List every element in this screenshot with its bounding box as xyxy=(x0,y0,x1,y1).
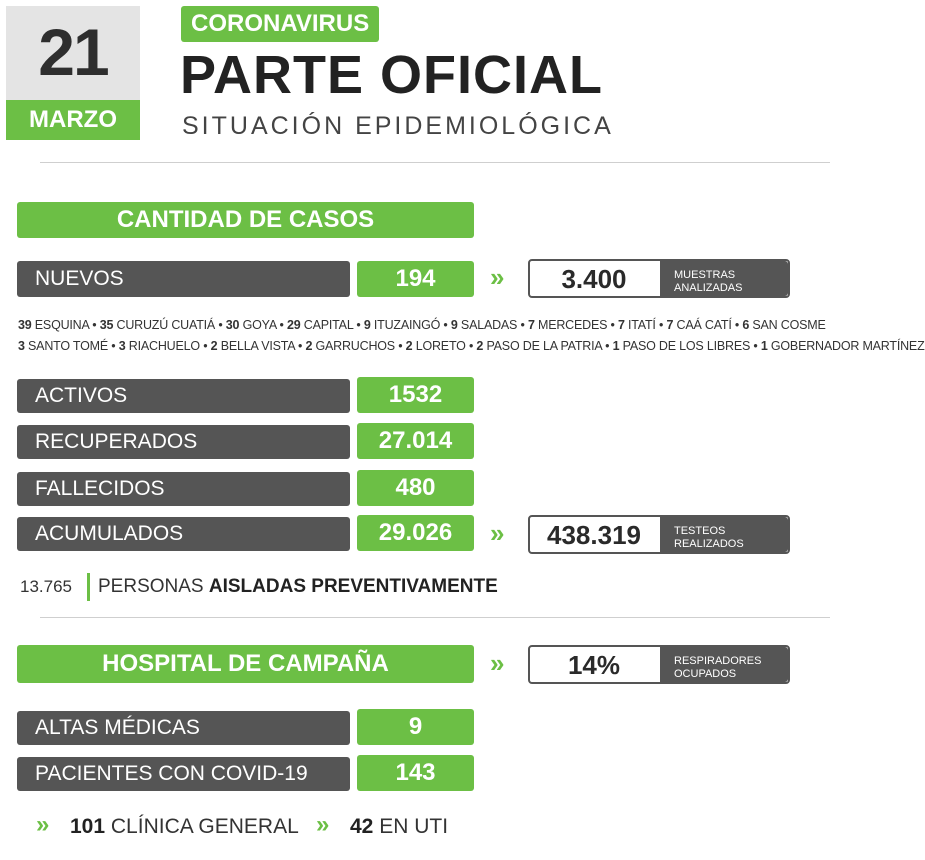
city-entry xyxy=(119,339,200,353)
city-entry xyxy=(451,318,517,332)
city-count: 2 xyxy=(405,339,413,353)
date-day: 21 xyxy=(38,15,108,89)
acumulados-label: ACUMULADOS xyxy=(17,517,350,551)
coronavirus-tag: CORONAVIRUS xyxy=(181,6,379,42)
section-heading-casos: CANTIDAD DE CASOS xyxy=(17,202,474,238)
city-separator: • xyxy=(655,318,667,332)
city-count: 2 xyxy=(210,339,218,353)
city-entry xyxy=(18,318,89,332)
testeos-caption xyxy=(660,517,788,552)
fallecidos-label: FALLECIDOS xyxy=(17,472,350,506)
city-count: 39 xyxy=(18,318,32,332)
city-separator: • xyxy=(517,318,528,332)
aisladas-text xyxy=(98,576,498,598)
city-entry xyxy=(476,339,601,353)
testeos-caption-line1: TESTEOS xyxy=(674,525,726,537)
nuevos-value: 194 xyxy=(357,261,474,297)
clinica-general xyxy=(70,815,299,839)
city-entry xyxy=(742,318,825,332)
city-entry xyxy=(18,339,108,353)
recuperados-label: RECUPERADOS xyxy=(17,425,350,459)
city-entry xyxy=(226,318,277,332)
respiradores-caption xyxy=(660,647,788,682)
aisladas-text-2: AISLADAS PREVENTIVAMENTE xyxy=(208,576,498,597)
section-heading-hospital: HOSPITAL DE CAMPAÑA xyxy=(17,645,474,683)
respiradores-caption-line1: RESPIRADORES xyxy=(674,655,762,667)
city-separator: • xyxy=(465,339,477,353)
city-entry xyxy=(406,339,466,353)
city-name: GOBERNADOR MARTÍNEZ xyxy=(767,339,925,353)
city-name: MERCEDES xyxy=(534,318,608,332)
city-count: 6 xyxy=(742,318,750,332)
city-separator: • xyxy=(88,318,100,332)
city-name: RIACHUELO xyxy=(125,339,200,353)
testeos-value: 438.319 xyxy=(547,520,641,550)
city-separator: • xyxy=(731,318,743,332)
clinica-number: 101 xyxy=(70,815,106,838)
city-count: 30 xyxy=(225,318,240,332)
uti-number: 42 xyxy=(350,815,374,838)
city-entry xyxy=(100,318,215,332)
en-uti xyxy=(350,815,448,839)
city-separator: • xyxy=(199,339,211,353)
city-name: SAN COSME xyxy=(749,318,826,332)
aisladas-text-1: PERSONAS xyxy=(98,576,204,597)
aisladas-number: 13.765 xyxy=(20,577,72,596)
respiradores-value: 14% xyxy=(567,650,621,680)
city-entry xyxy=(666,318,731,332)
nuevos-label: NUEVOS xyxy=(17,261,350,297)
fallecidos-value: 480 xyxy=(357,470,474,506)
testeos-caption-line2: REALIZADOS xyxy=(674,538,744,550)
city-count: 3 xyxy=(18,339,25,353)
divider xyxy=(40,162,830,163)
city-separator: • xyxy=(440,318,451,332)
recuperados-value: 27.014 xyxy=(357,423,474,459)
city-separator: • xyxy=(276,318,288,332)
city-name: CAPITAL xyxy=(300,318,354,332)
double-chevron-right-icon: » xyxy=(490,518,505,548)
city-count: 3 xyxy=(118,339,126,353)
city-name: ITATÍ xyxy=(624,318,656,332)
activos-label: ACTIVOS xyxy=(17,379,350,413)
city-entry xyxy=(618,318,656,332)
city-entry xyxy=(613,339,751,353)
city-count: 9 xyxy=(450,318,458,332)
city-entry xyxy=(211,339,295,353)
page-title: PARTE OFICIAL xyxy=(180,45,603,105)
city-count: 1 xyxy=(612,339,620,353)
city-name: GOYA xyxy=(239,318,277,332)
pacientes-label: PACIENTES CON COVID-19 xyxy=(17,757,350,791)
date-month: MARZO xyxy=(6,100,140,140)
city-separator: • xyxy=(607,318,618,332)
city-name: ESQUINA xyxy=(31,318,89,332)
city-name: ITUZAINGÓ xyxy=(370,318,441,332)
city-entry xyxy=(287,318,353,332)
city-count: 7 xyxy=(527,318,535,332)
city-name: SALADAS xyxy=(457,318,518,332)
city-separator: • xyxy=(294,339,306,353)
city-separator: • xyxy=(108,339,119,353)
pacientes-value: 143 xyxy=(357,755,474,791)
city-name: SANTO TOMÉ xyxy=(24,339,109,353)
city-name: PASO DE LOS LIBRES xyxy=(619,339,751,353)
city-count: 7 xyxy=(617,318,625,332)
cities-line-1 xyxy=(18,318,826,332)
double-chevron-right-icon: » xyxy=(36,811,50,838)
city-name: BELLA VISTA xyxy=(217,339,295,353)
double-chevron-right-icon: » xyxy=(490,262,505,292)
city-name: GARRUCHOS xyxy=(312,339,395,353)
city-entry xyxy=(528,318,607,332)
muestras-caption-line2: ANALIZADAS xyxy=(674,282,743,294)
altas-value: 9 xyxy=(357,709,474,745)
city-count: 2 xyxy=(476,339,484,353)
city-entry xyxy=(761,339,925,353)
green-separator xyxy=(87,573,90,601)
city-count: 2 xyxy=(305,339,313,353)
double-chevron-right-icon: » xyxy=(316,811,330,838)
muestras-caption-line1: MUESTRAS xyxy=(674,269,736,281)
city-name: LORETO xyxy=(412,339,466,353)
uti-text: EN UTI xyxy=(379,815,449,838)
muestras-caption xyxy=(660,261,788,296)
cities-line-2 xyxy=(18,339,925,353)
respiradores-caption-line2: OCUPADOS xyxy=(674,668,737,680)
city-name: CAÁ CATÍ xyxy=(673,318,732,332)
city-separator: • xyxy=(353,318,364,332)
city-count: 1 xyxy=(760,339,768,353)
city-entry xyxy=(364,318,440,332)
city-separator: • xyxy=(601,339,613,353)
muestras-value: 3.400 xyxy=(561,264,627,294)
city-separator: • xyxy=(394,339,406,353)
clinica-text: CLÍNICA GENERAL xyxy=(110,815,299,838)
divider xyxy=(40,617,830,618)
city-count: 7 xyxy=(666,318,674,332)
city-separator: • xyxy=(750,339,761,353)
city-name: CURUZÚ CUATIÁ xyxy=(113,318,216,332)
city-entry xyxy=(305,339,395,353)
double-chevron-right-icon: » xyxy=(490,648,505,678)
city-count: 29 xyxy=(287,318,301,332)
altas-label: ALTAS MÉDICAS xyxy=(17,711,350,745)
city-count: 9 xyxy=(363,318,371,332)
city-separator: • xyxy=(215,318,226,332)
acumulados-value: 29.026 xyxy=(357,515,474,551)
city-name: PASO DE LA PATRIA xyxy=(483,339,602,353)
activos-value: 1532 xyxy=(357,377,474,413)
page-subtitle: SITUACIÓN EPIDEMIOLÓGICA xyxy=(182,112,614,140)
city-count: 35 xyxy=(99,318,114,332)
